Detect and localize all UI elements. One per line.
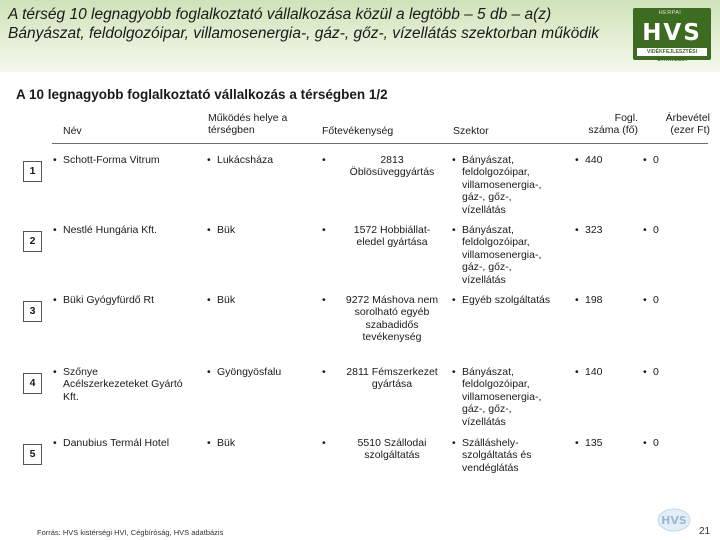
cell-activity [322,366,452,391]
header-nev: Név [63,125,82,137]
cell-employees [575,366,635,378]
cell-line: Szálláshely- [462,437,519,449]
cell-line: Danubius Termál Hotel [63,437,170,449]
cell-line: feldolgozóipar, [462,236,530,249]
cell-line: vízellátás [462,273,506,286]
cell-name [53,366,203,403]
cell-text [53,224,203,236]
cell-text: 0 [653,224,659,236]
bullet: • [207,437,211,449]
cell-text: Bük [217,294,236,306]
logo-seal: HERPAI [658,10,682,16]
bullet: • [53,154,57,166]
bullet: • [207,294,211,306]
cell-place [207,366,312,378]
cell-line: gáz-, gőz-, [462,261,512,274]
row-number-badge: 2 [23,231,42,252]
cell-line: szolgáltatás és [462,449,532,462]
cell-text [53,366,203,403]
cell-text [53,154,203,166]
bullet: • [643,224,647,236]
bullet: • [322,366,326,378]
cell-line: villamosenergia-, [462,178,542,191]
cell-text: Gyöngyösfalu [217,366,282,378]
cell-line: Nestlé Hungária Kft. [63,224,157,236]
bullet: • [53,366,57,378]
cell-line: Schott-Forma Vitrum [63,154,160,166]
cell-revenue [643,366,693,378]
hvs-logo [633,8,711,63]
bullet: • [53,224,57,236]
cell-line: gáz-, gőz-, [462,403,512,416]
cell-line: sorolható egyéb [354,306,430,319]
cell-text: Bük [217,224,236,236]
row-number-badge: 1 [23,161,42,182]
cell-place [207,437,312,449]
cell-name [53,437,203,449]
cell-line: vízellátás [462,203,506,216]
cell-line: vízellátás [462,415,506,428]
cell-revenue [643,154,693,166]
cell-text [452,366,574,428]
cell-name [53,224,203,236]
bullet: • [575,224,579,236]
cell-line: Szőnye [63,366,99,378]
bullet: • [575,294,579,306]
cell-place [207,154,312,166]
cell-line: szolgáltatás [364,449,420,462]
cell-text: 0 [653,294,659,306]
header-szektor: Szektor [453,125,489,137]
cell-text: 0 [653,437,659,449]
header-arbevetel: Árbevétel (ezer Ft) [665,112,710,136]
cell-text [322,366,452,391]
cell-sector [452,154,574,216]
cell-line: villamosenergia-, [462,248,542,261]
cell-line: Bányászat, [462,366,514,378]
cell-line: feldolgozóipar, [462,166,530,179]
cell-text [322,294,452,344]
cell-sector [452,294,574,306]
bullet: • [643,437,647,449]
cell-revenue [643,437,693,449]
cell-line: Öblösüveggyártás [349,166,435,179]
table-subtitle: A 10 legnagyobb foglalkoztató vállalkozás a térségben 1/2 [16,87,388,102]
bullet: • [452,366,456,378]
bullet: • [643,366,647,378]
bullet: • [575,437,579,449]
cell-line: Kft. [63,390,79,403]
cell-place [207,224,312,236]
cell-text: 135 [585,437,603,449]
bullet: • [452,224,456,236]
cell-text: 323 [585,224,603,236]
cell-name [53,294,203,306]
bullet: • [575,154,579,166]
cell-text [452,154,574,216]
header-rule [52,143,708,144]
bullet: • [207,366,211,378]
header-mukodes-helye: Működés helye a térségben [208,112,288,136]
cell-line: 9272 Máshova nem [345,294,439,306]
cell-text [322,437,452,462]
cell-revenue [643,294,693,306]
cell-line: vendéglátás [462,461,519,474]
bullet: • [207,224,211,236]
bullet: • [53,294,57,306]
cell-line: tevékenység [362,331,422,344]
bullet: • [322,294,326,306]
cell-employees [575,224,635,236]
cell-line: Bányászat, [462,154,514,166]
cell-text: 0 [653,154,659,166]
bullet: • [575,366,579,378]
bullet: • [452,154,456,166]
cell-line: villamosenergia-, [462,390,542,403]
cell-line: Egyéb szolgáltatás [462,294,551,306]
cell-text: 140 [585,366,603,378]
source-note: Forrás: HVS kistérségi HVI, Cégbíróság, HVS adatbázis [37,528,224,537]
cell-text [452,437,574,474]
cell-activity [322,224,452,249]
cell-sector [452,224,574,286]
cell-text: 0 [653,366,659,378]
cell-line: 1572 Hobbiállat- [353,224,431,236]
cell-line: feldolgozóipar, [462,378,530,391]
cell-employees [575,154,635,166]
cell-revenue [643,224,693,236]
cell-line: 5510 Szállodai [357,437,427,449]
cell-line: Bányászat, [462,224,514,236]
cell-name [53,154,203,166]
bullet: • [207,154,211,166]
bullet: • [322,224,326,236]
row-number-badge: 5 [23,444,42,465]
bullet: • [452,437,456,449]
cell-line: Acélszerkezeteket Gyártó [63,378,183,391]
cell-text: Lukácsháza [217,154,274,166]
row-number-badge: 3 [23,301,42,322]
cell-line: 2811 Fémszerkezet [346,366,438,378]
bullet: • [53,437,57,449]
cell-activity [322,437,452,462]
page-number: 21 [699,526,711,537]
cell-sector [452,366,574,428]
header-fogl-szama: Fogl. száma (fő) [588,112,638,136]
cell-activity [322,154,452,179]
logo-tagline: VIDÉKFEJLESZTÉSI STRATÉGIA [637,48,707,56]
cell-place [207,294,312,306]
cell-text [452,294,574,306]
cell-text [452,224,574,286]
cell-text [322,154,452,179]
cell-line: 2813 [380,154,404,166]
footer-logo [657,508,691,532]
cell-text: 440 [585,154,603,166]
cell-text [53,437,203,449]
cell-text [322,224,452,249]
bullet: • [643,154,647,166]
bullet: • [452,294,456,306]
bullet: • [643,294,647,306]
logo-mark: HVS [642,20,702,46]
cell-activity [322,294,452,344]
cell-employees [575,294,635,306]
cell-line: szabadidős [365,318,419,331]
cell-text: Bük [217,437,236,449]
cell-line: Büki Gyógyfürdő Rt [63,294,155,306]
bullet: • [322,437,326,449]
cell-sector [452,437,574,474]
row-number-badge: 4 [23,373,42,394]
cell-text [53,294,203,306]
slide-title: A térség 10 legnagyobb foglalkoztató vállalkozása közül a legtöbb – 5 db – a(z) Bányászat, feldolgozóipar, villamosenergia-, gáz-, gőz-, vízellátás szektorban működik [8,6,600,42]
cell-employees [575,437,635,449]
footer-logo-text: HVS [661,514,687,527]
cell-line: eledel gyártása [356,236,428,249]
cell-line: gyártása [371,378,413,391]
bullet: • [322,154,326,166]
cell-text: 198 [585,294,603,306]
header-fotevekenyseg: Főtevékenység [322,125,394,137]
cell-line: gáz-, gőz-, [462,191,512,204]
